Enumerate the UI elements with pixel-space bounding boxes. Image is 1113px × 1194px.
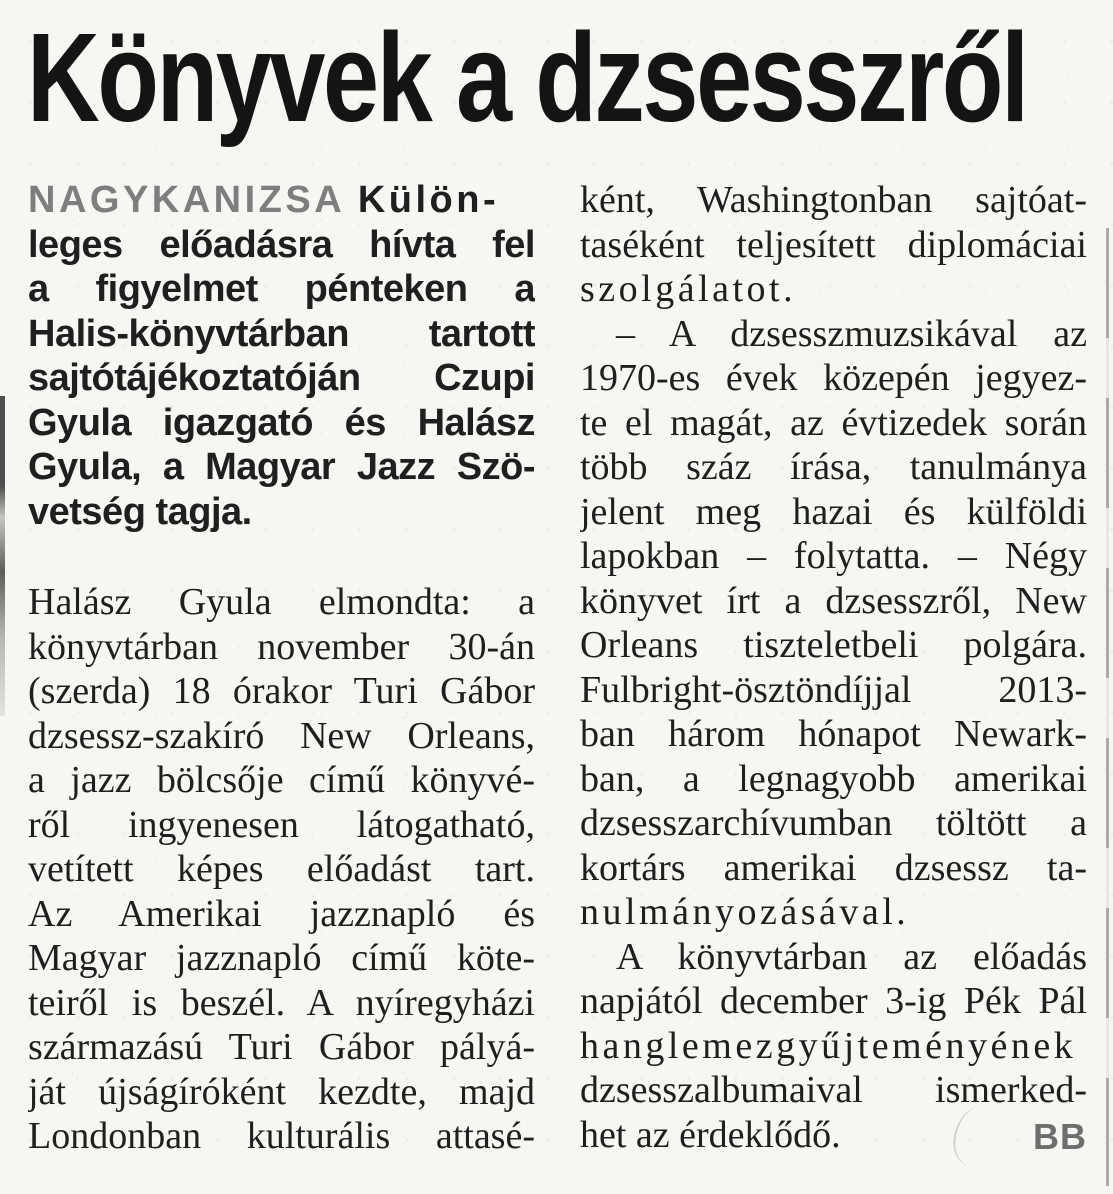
text-line: nulmányozásával. xyxy=(580,891,910,933)
text-line: ről ingyenesen látogatható, xyxy=(28,803,535,846)
article-column-left xyxy=(28,178,535,1159)
text-line: Gyula igazgató és Halász xyxy=(28,401,535,444)
text-line: ban, a legnagyobb amerikai xyxy=(580,757,1087,800)
text-line: ját újságíróként kezdte, majd xyxy=(28,1070,535,1113)
text-line: Halis-könyvtárban tartott xyxy=(28,312,535,355)
text-line: lapokban – folytatta. – Négy xyxy=(580,535,1087,577)
text-line: het az érdeklődő. BB xyxy=(580,1113,1087,1158)
text-line: ban három hónapot Newark- xyxy=(580,713,1087,755)
text-line: taséként teljesített diplomáciai xyxy=(580,223,1087,266)
author-initials: BB xyxy=(1033,1115,1087,1157)
text-line: dzsesszarchívumban töltött a xyxy=(580,802,1087,844)
paragraph xyxy=(580,935,1087,1158)
text-line: a figyelmet pénteken a xyxy=(28,268,535,310)
text-line: Londonban kulturális attasé- xyxy=(28,1115,535,1157)
text-line: szolgálatot. xyxy=(580,268,797,310)
text-line: Magyar jazznapló című köte- xyxy=(28,937,535,979)
text-line: 1970-es évek közepén jegyez- xyxy=(580,357,1087,399)
text-line: kortárs amerikai dzsessz ta- xyxy=(580,846,1087,889)
text-line: Gyula, a Magyar Jazz Szö- xyxy=(28,446,535,488)
text-line: (szerda) 18 órakor Turi Gábor xyxy=(28,670,535,712)
article-headline: Könyvek a dzsesszről xyxy=(27,7,1027,148)
text-line: dzsesszalbumaival ismerked- xyxy=(580,1069,1087,1111)
text-line: könyvtárban november 30-án xyxy=(28,625,535,668)
text-line: Fulbright-ösztöndíjjal 2013- xyxy=(580,668,1087,711)
scan-edge-artifact-right xyxy=(1106,228,1109,1186)
text-line: Orleans tiszteletbeli polgára. xyxy=(580,624,1087,666)
text-line: leges előadásra hívta fel xyxy=(28,223,535,266)
text-line: több száz írása, tanulmánya xyxy=(580,446,1087,488)
text-line: könyvet írt a dzsesszről, New xyxy=(580,579,1087,622)
paragraph xyxy=(28,580,535,1159)
text-line: sajtótájékoztatóján Czupi xyxy=(28,357,535,399)
text-line: NAGYKANIZSA Külön- xyxy=(28,179,500,221)
paragraph xyxy=(580,312,1087,935)
paragraph xyxy=(28,178,535,534)
text-line: Halász Gyula elmondta: a xyxy=(28,581,535,623)
text-line: dzsessz-szakíró New Orleans, xyxy=(28,714,535,757)
text-line: jelent meg hazai és külföldi xyxy=(580,490,1087,533)
text-line: A könyvtárban az előadás xyxy=(616,935,1087,978)
text-line: hanglemezgyűjteményének xyxy=(580,1024,1077,1067)
text-line: – A dzsesszmuzsikával az xyxy=(616,312,1087,355)
text-line: vetített képes előadást tart. xyxy=(28,848,535,890)
paragraph xyxy=(580,178,1087,312)
text-line: napjától december 3-ig Pék Pál xyxy=(580,980,1087,1022)
text-line: a jazz bölcsője című könyvé- xyxy=(28,759,535,801)
text-line: ként, Washingtonban sajtóat- xyxy=(580,179,1087,221)
text-line: vetség tagja. xyxy=(28,490,252,533)
text-line: származású Turi Gábor pályá- xyxy=(28,1026,535,1068)
dateline: NAGYKANIZSA xyxy=(28,179,344,221)
text-line: teiről is beszél. A nyíregyházi xyxy=(28,981,535,1024)
text-line: Az Amerikai jazznapló és xyxy=(28,892,535,935)
scan-edge-artifact-left xyxy=(0,396,5,716)
article-column-right xyxy=(580,178,1087,1157)
text-line: te el magát, az évtizedek során xyxy=(580,401,1087,444)
